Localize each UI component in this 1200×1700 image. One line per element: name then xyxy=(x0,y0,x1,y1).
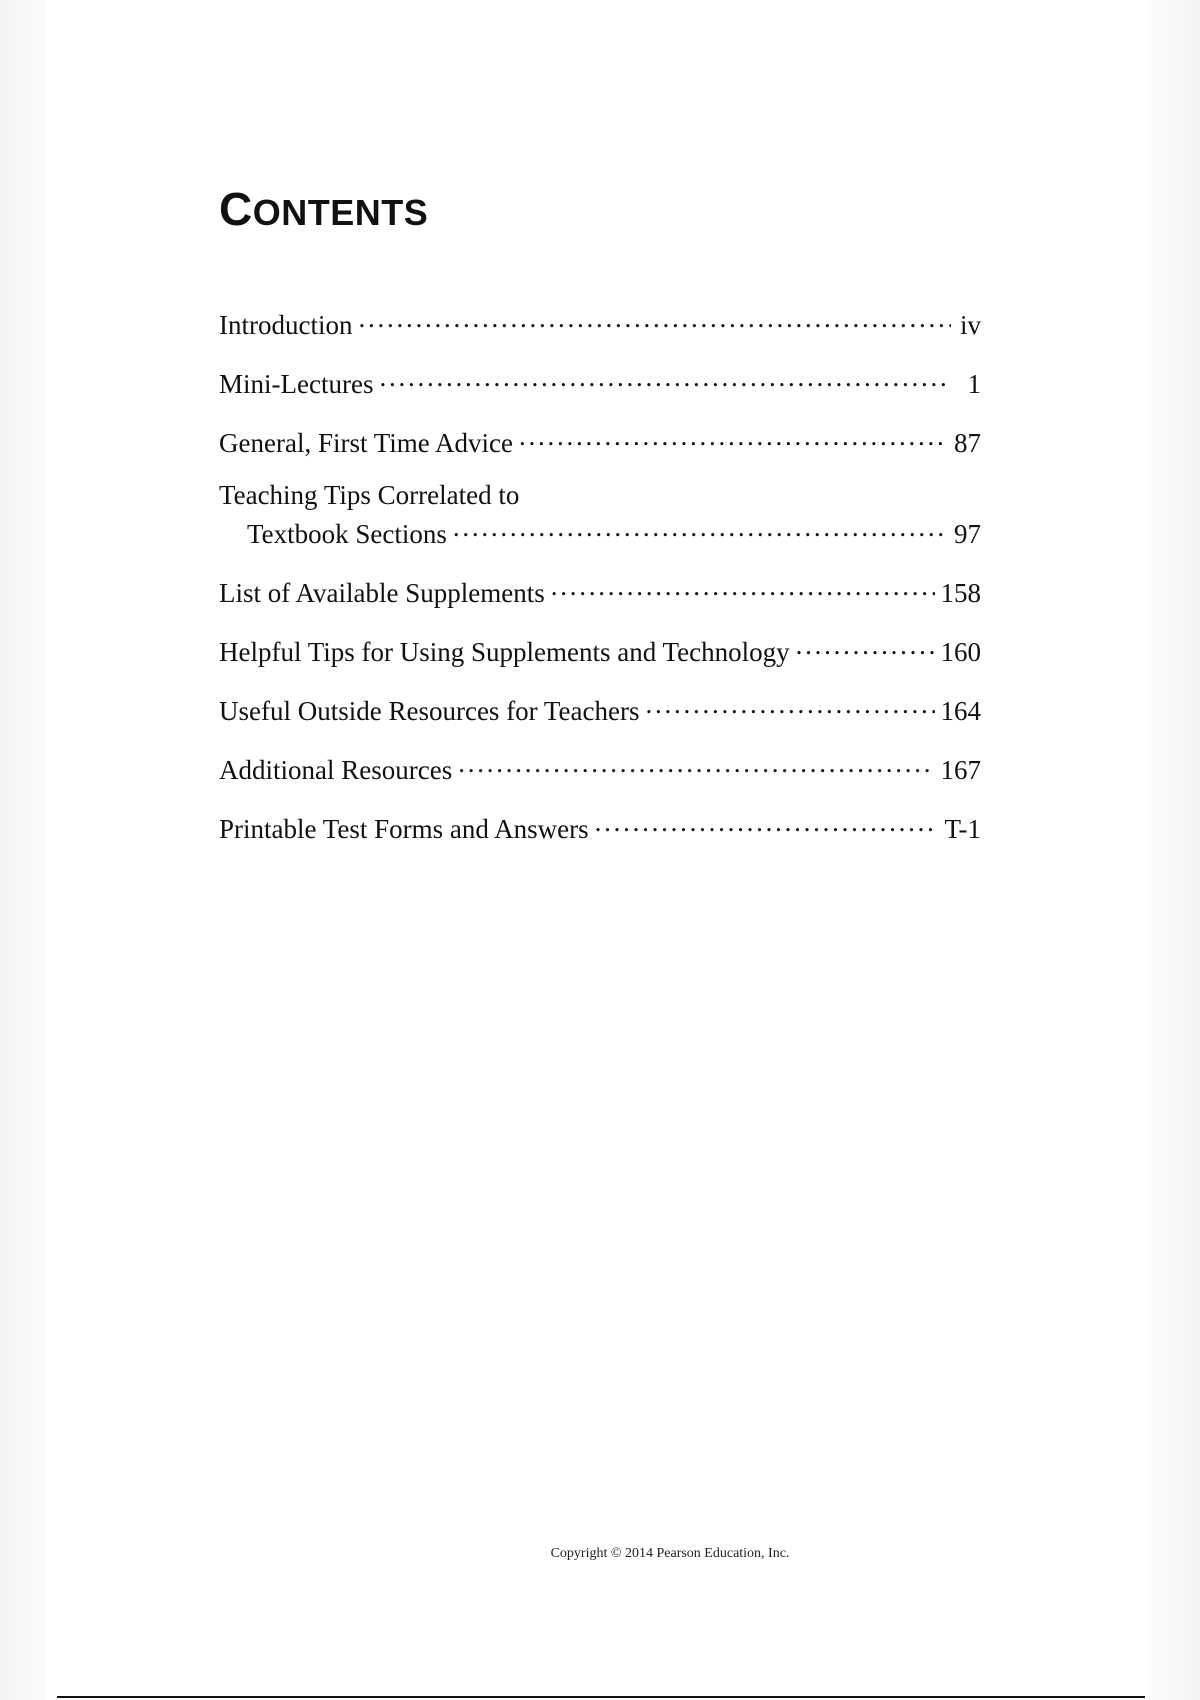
toc-entry-label: General, First Time Advice xyxy=(219,428,513,458)
toc-entry-mini-lectures[interactable] xyxy=(219,361,981,400)
toc-entry-first-time-advice[interactable] xyxy=(219,420,981,459)
toc-entry-page: iv xyxy=(959,310,981,340)
dot-leader xyxy=(453,511,948,543)
toc-entry-additional-resources[interactable] xyxy=(219,747,981,786)
dot-leader xyxy=(519,420,948,452)
toc-entry-page: 164 xyxy=(940,696,981,726)
toc-entry-label: List of Available Supplements xyxy=(219,578,545,608)
dot-leader xyxy=(796,629,935,661)
page-edge-shadow-right xyxy=(1148,0,1200,1700)
toc-entry-label: Additional Resources xyxy=(219,755,453,785)
toc-entry-page: T-1 xyxy=(944,814,981,844)
toc-entry-label: Useful Outside Resources for Teachers xyxy=(219,696,640,726)
dot-leader xyxy=(551,570,935,602)
toc-entry-supplements-list[interactable] xyxy=(219,570,981,609)
dot-leader xyxy=(645,688,934,720)
copyright-notice: Copyright © 2014 Pearson Education, Inc. xyxy=(550,1546,790,1561)
toc-entry-page: 97 xyxy=(954,519,981,549)
toc-entry-page: 167 xyxy=(940,755,981,785)
title-initial: C xyxy=(219,183,253,235)
page-edge-shadow-left xyxy=(0,0,46,1700)
title-rest: ONTENTS xyxy=(252,192,429,233)
toc-entry-page: 1 xyxy=(967,369,981,399)
toc-entry-label: Teaching Tips Correlated to xyxy=(219,480,520,510)
toc-entry-page: 87 xyxy=(954,428,981,458)
toc-entry-label: Helpful Tips for Using Supplements and Technology xyxy=(219,637,790,667)
toc-entry-outside-resources[interactable] xyxy=(219,688,981,727)
toc-entry-page: 158 xyxy=(940,578,981,608)
table-of-contents xyxy=(219,302,981,865)
dot-leader xyxy=(458,747,934,779)
toc-entry-label-continued: Textbook Sections xyxy=(247,519,447,549)
toc-entry-page: 160 xyxy=(940,637,981,667)
bottom-divider xyxy=(57,1696,1145,1698)
toc-entry-test-forms[interactable] xyxy=(219,806,981,845)
page-title xyxy=(219,182,428,236)
dot-leader xyxy=(595,806,939,838)
dot-leader xyxy=(379,361,951,393)
toc-entry-introduction[interactable] xyxy=(219,302,981,341)
toc-entry-label: Mini-Lectures xyxy=(219,369,374,399)
dot-leader xyxy=(358,302,951,334)
toc-entry-teaching-tips[interactable] xyxy=(219,479,981,550)
toc-entry-helpful-tips[interactable] xyxy=(219,629,981,668)
toc-entry-label: Printable Test Forms and Answers xyxy=(219,814,589,844)
toc-entry-label: Introduction xyxy=(219,310,353,340)
